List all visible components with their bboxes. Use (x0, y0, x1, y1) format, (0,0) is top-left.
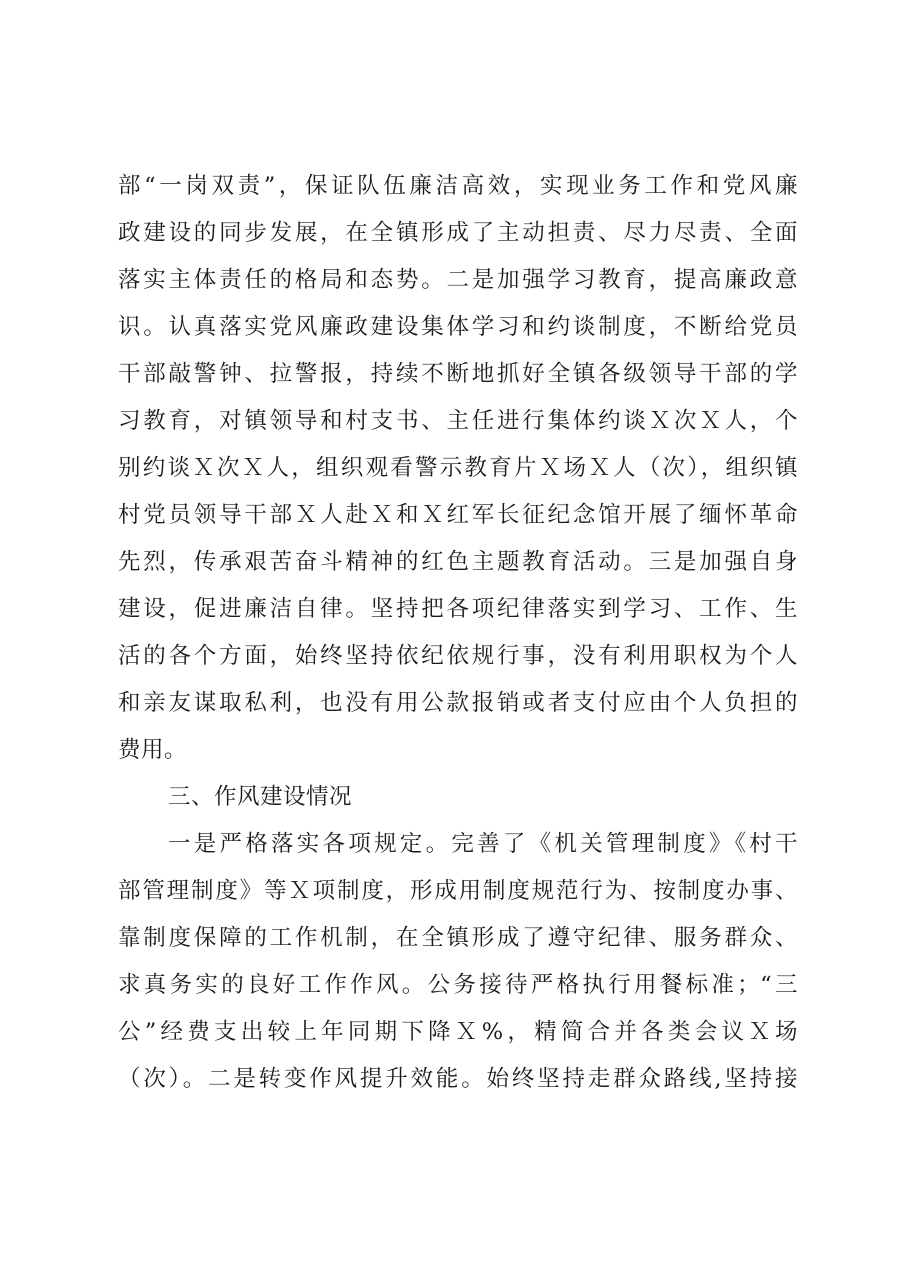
text-line: （次）。二是转变作风提升效能。始终坚持走群众路线,坚持接 (118, 1066, 798, 1092)
text-line: 别约谈Ｘ次Ｘ人，组织观看警示教育片Ｘ场Ｘ人（次），组织镇 (118, 455, 798, 481)
text-line: 村党员领导干部Ｘ人赴Ｘ和Ｘ红军长征纪念馆开展了缅怀革命 (118, 502, 798, 528)
text-line: 识。认真落实党风廉政建设集体学习和约谈制度，不断给党员 (118, 314, 798, 340)
text-line: 落实主体责任的格局和态势。二是加强学习教育，提高廉政意 (118, 267, 798, 293)
text-line: 部管理制度》等Ｘ项制度，形成用制度规范行为、按制度办事、 (118, 878, 798, 904)
text-line: 部“一岗双责”，保证队伍廉洁高效，实现业务工作和党风廉 (118, 173, 798, 199)
text-line: 政建设的同步发展，在全镇形成了主动担责、尽力尽责、全面 (118, 220, 798, 246)
text-line: 先烈，传承艰苦奋斗精神的红色主题教育活动。三是加强自身 (118, 549, 798, 575)
text-line: 和亲友谋取私利，也没有用公款报销或者支付应由个人负担的 (118, 690, 798, 716)
section-heading: 三、作风建设情况 (168, 784, 353, 810)
text-line: 建设，促进廉洁自律。坚持把各项纪律落实到学习、工作、生 (118, 596, 798, 622)
text-line: 靠制度保障的工作机制，在全镇形成了遵守纪律、服务群众、 (118, 925, 798, 951)
text-line: 费用。 (118, 737, 188, 763)
text-line: 一是严格落实各项规定。完善了《机关管理制度》《村干 (168, 831, 798, 857)
text-line: 干部敲警钟、拉警报，持续不断地抓好全镇各级领导干部的学 (118, 361, 798, 387)
text-line: 公”经费支出较上年同期下降Ｘ%，精简合并各类会议Ｘ场 (118, 1019, 798, 1045)
text-line: 活的各个方面，始终坚持依纪依规行事，没有利用职权为个人 (118, 643, 798, 669)
text-line: 求真务实的良好工作作风。公务接待严格执行用餐标准；“三 (118, 972, 798, 998)
text-line: 习教育，对镇领导和村支书、主任进行集体约谈Ｘ次Ｘ人，个 (118, 408, 798, 434)
